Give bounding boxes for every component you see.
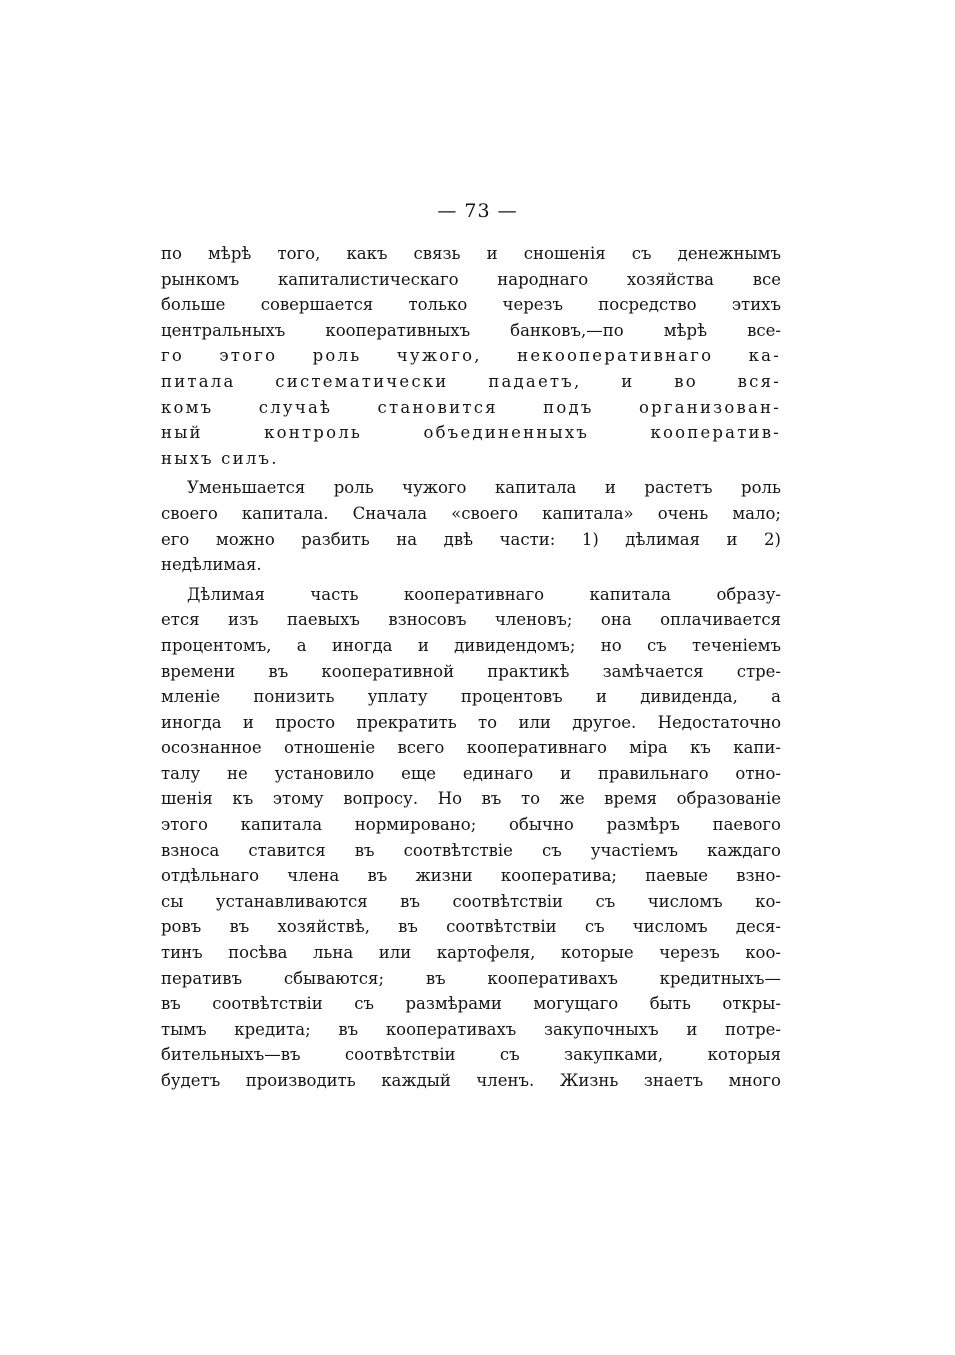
text-line: будетъ производить каждый членъ. Жизнь знаетъ много: [161, 1071, 781, 1090]
paragraph-3: [161, 582, 781, 1094]
text-line: его можно разбить на двѣ части: 1) дѣлимая и 2): [161, 529, 781, 549]
text-line: больше совершается только черезъ посредство этихъ: [161, 295, 781, 315]
text-line: рынкомъ капиталистическаго народнаго хозяйства все: [161, 269, 781, 289]
text-line: шенія къ этому вопросу. Но въ то же время образованіе: [161, 789, 781, 809]
text-line: ется изъ паевыхъ взносовъ членовъ; она оплачивается: [161, 610, 781, 630]
page-number: — 73 —: [437, 200, 518, 222]
text-line: своего капитала. Сначала «своего капитала» очень мало;: [161, 503, 781, 523]
text-line: центральныхъ кооперативныхъ банковъ,—по мѣрѣ все-: [161, 320, 781, 340]
text-line: перативъ сбываются; въ кооперативахъ кредитныхъ—: [161, 968, 781, 988]
text-line: Дѣлимая часть кооперативнаго капитала образу-: [187, 584, 781, 604]
body-text: [161, 241, 781, 1094]
text-line: тинъ посѣва льна или картофеля, которые черезъ коо-: [161, 943, 781, 963]
text-line: тымъ кредита; въ кооперативахъ закупочныхъ и потре-: [161, 1019, 781, 1039]
text-line: въ соотвѣтствіи съ размѣрами могущаго быть откры-: [161, 994, 781, 1014]
text-line: иногда и просто прекратить то или другое. Недостаточно: [161, 712, 781, 732]
text-line: талу не установило еще единаго и правильнаго отно-: [161, 763, 781, 783]
text-line: мленіе понизить уплату процентовъ и дивиденда, а: [161, 687, 781, 707]
text-line: комъ случаѣ становится подъ организован-: [161, 397, 781, 417]
text-line: го этого роль чужого, некооперативнаго ка-: [161, 346, 781, 366]
text-line: процентомъ, а иногда и дивидендомъ; но съ теченіемъ: [161, 635, 781, 655]
text-line: ный контроль объединенныхъ кооператив-: [161, 423, 781, 443]
text-line: бительныхъ—въ соотвѣтствіи съ закупками, которыя: [161, 1045, 781, 1065]
paragraph-2: [161, 475, 781, 577]
text-line: сы устанавливаются въ соотвѣтствіи съ числомъ ко-: [161, 891, 781, 911]
text-line: Уменьшается роль чужого капитала и растетъ роль: [187, 478, 781, 498]
text-line: питала систематически падаетъ, и во вся-: [161, 371, 781, 391]
text-line: взноса ставится въ соотвѣтствіе съ участіемъ каждаго: [161, 840, 781, 860]
text-line: по мѣрѣ того, какъ связь и сношенія съ денежнымъ: [161, 244, 781, 263]
paragraph-1: [161, 241, 781, 471]
text-line: недѣлимая.: [161, 555, 262, 575]
text-line: осознанное отношеніе всего кооперативнаго міра къ капи-: [161, 738, 781, 758]
text-line: ровъ въ хозяйствѣ, въ соотвѣтствіи съ числомъ деся-: [161, 917, 781, 937]
text-line: ныхъ силъ.: [161, 448, 279, 468]
text-line: этого капитала нормировано; обычно размѣръ паевого: [161, 815, 781, 835]
text-line: времени въ кооперативной практикѣ замѣчается стре-: [161, 661, 781, 681]
text-line: отдѣльнаго члена въ жизни кооператива; паевые взно-: [161, 866, 781, 886]
